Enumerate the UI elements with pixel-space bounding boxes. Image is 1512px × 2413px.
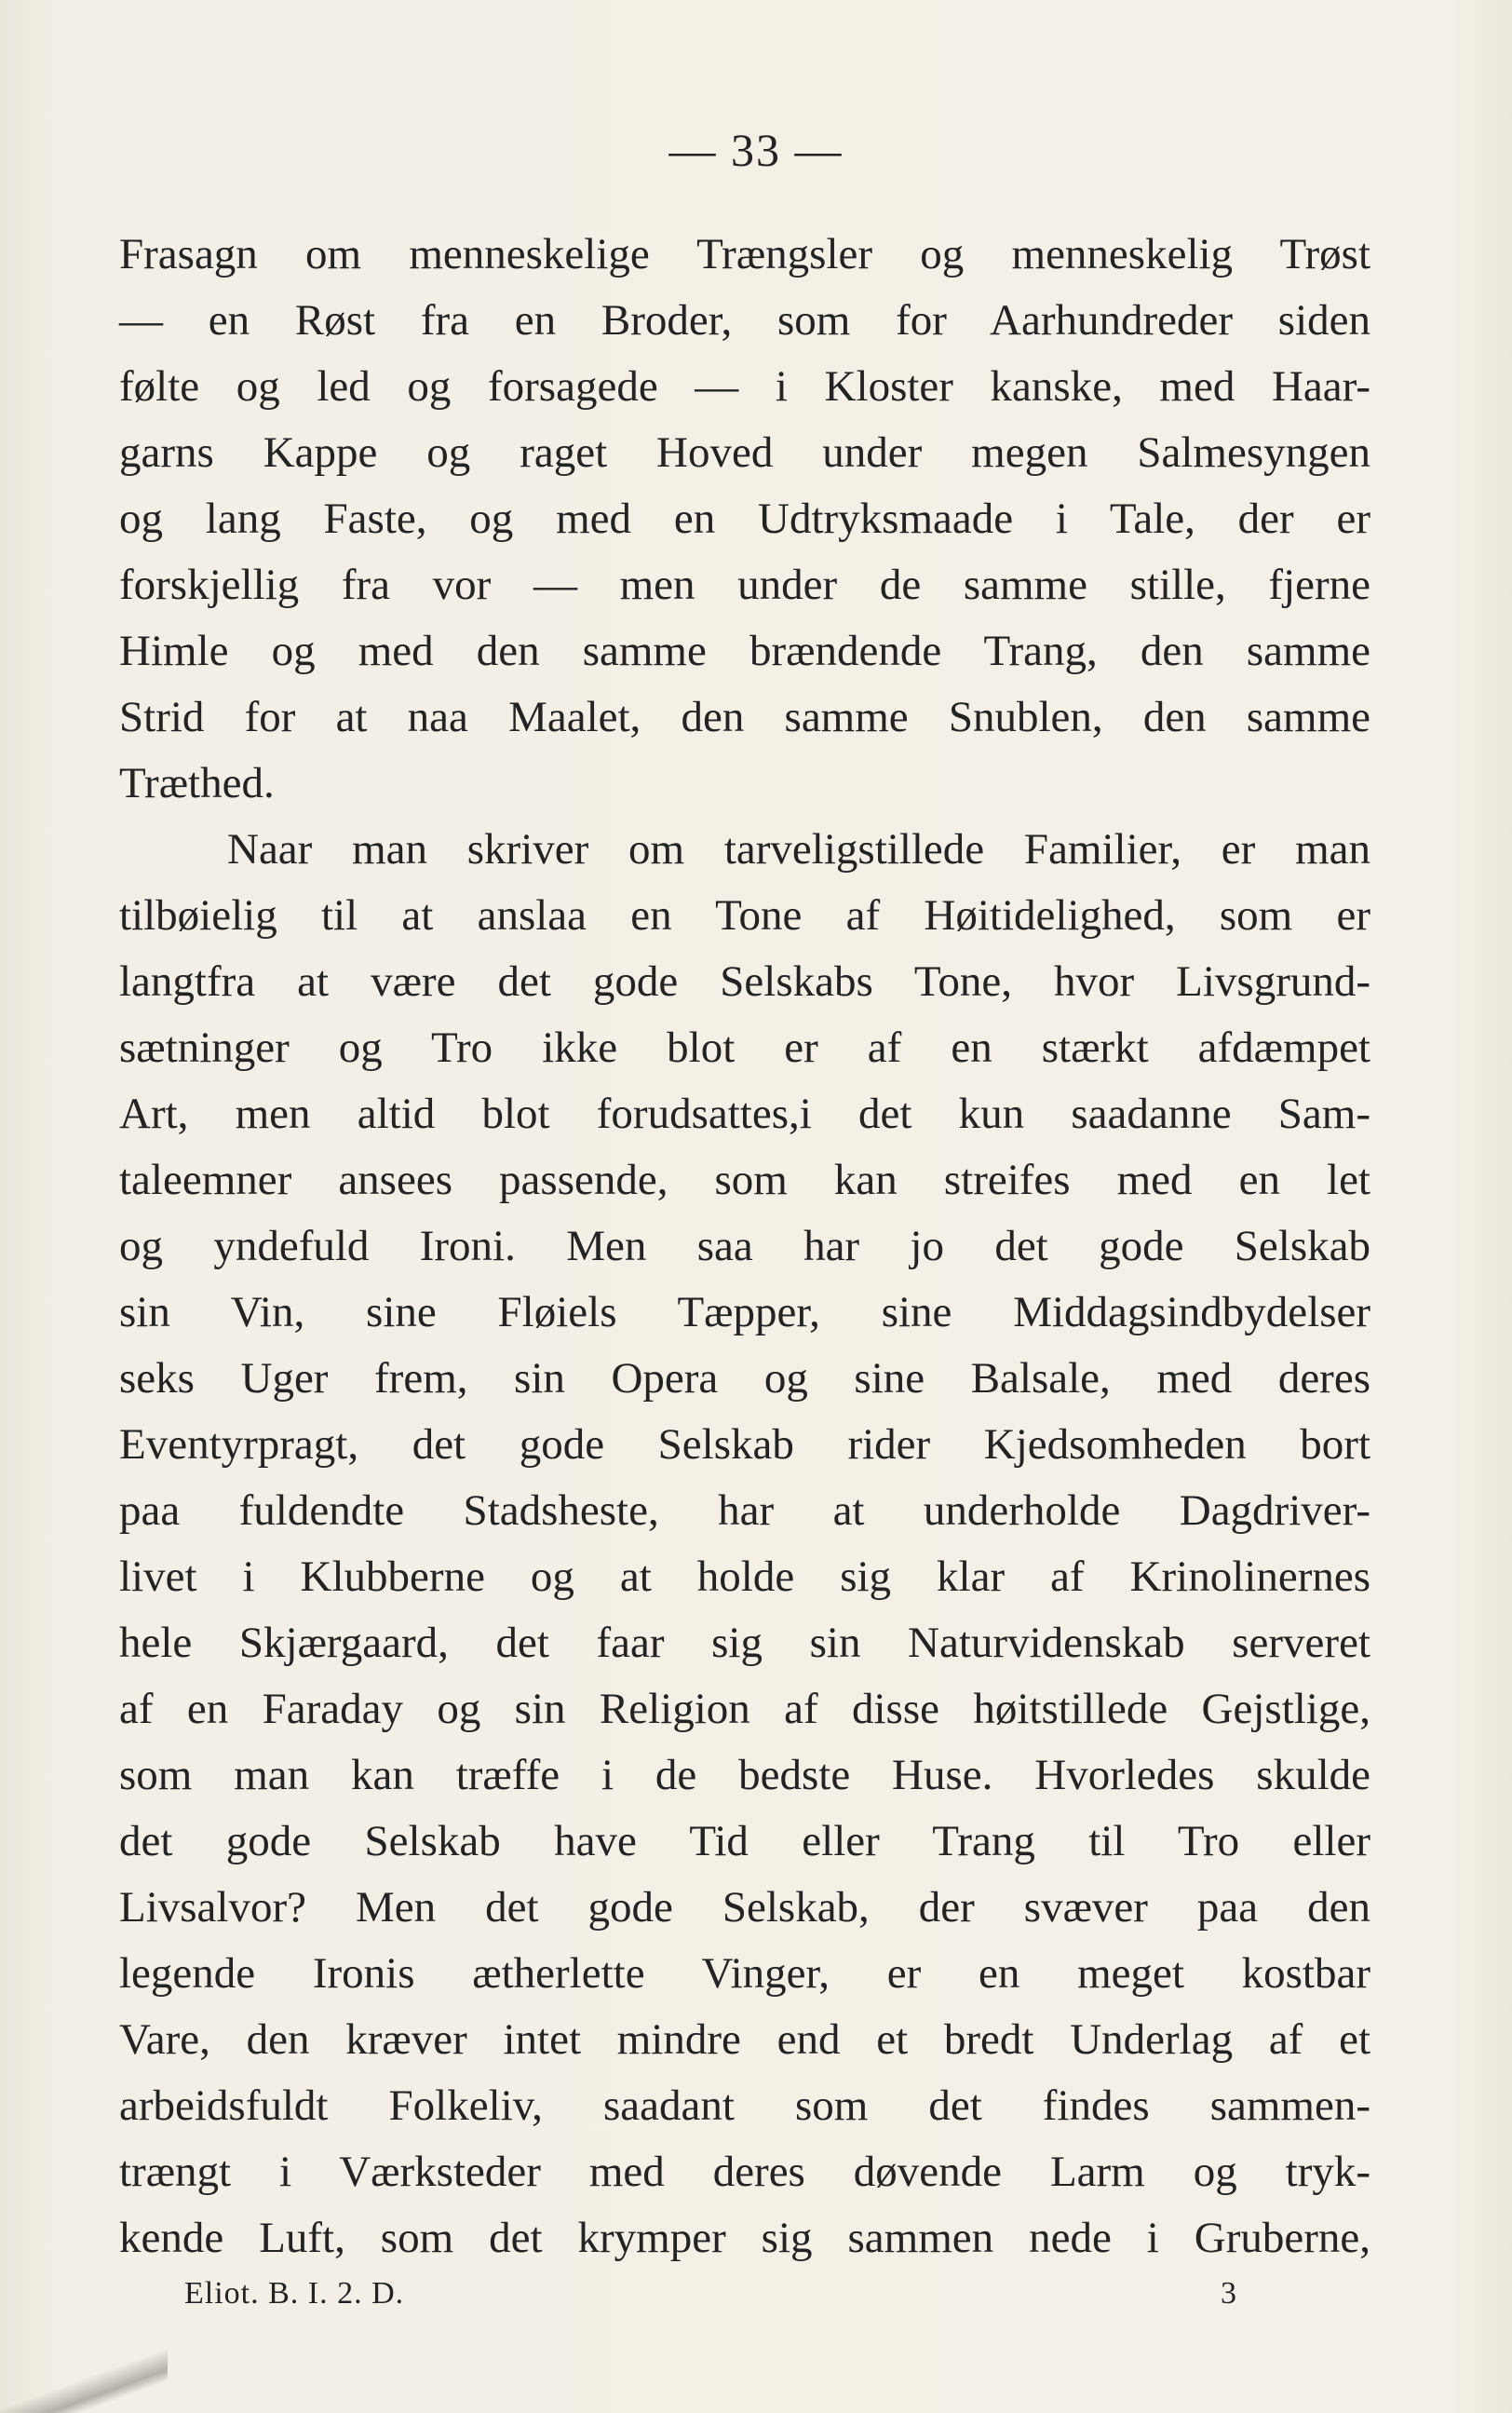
page-number: — 33 — <box>668 124 844 176</box>
text-line: følte og led og forsagede — i Kloster kanske, med Haar- <box>119 362 1370 411</box>
text-line: sin Vin, sine Fløiels Tæpper, sine Middagsindbydelser <box>119 1288 1370 1336</box>
text-line: Himle og med den samme brændende Trang, den samme <box>119 627 1370 675</box>
text-line: af en Faraday og sin Religion af disse høitstillede Gejstlige, <box>119 1685 1370 1733</box>
text-line: Livsalvor? Men det gode Selskab, der svæver paa den <box>119 1883 1370 1932</box>
paragraph-first-line: Naar man skriver om tarveligstillede Familier, er man <box>227 825 1370 874</box>
text-line: — en Røst fra en Broder, som for Aarhundreder siden <box>119 296 1370 345</box>
page-footer <box>184 2276 1236 2323</box>
text-line: Eventyrpragt, det gode Selskab rider Kjedsomheden bort <box>119 1420 1370 1469</box>
text-line: forskjellig fra vor — men under de samme stille, fjerne <box>119 561 1370 609</box>
body-text <box>119 222 1370 2271</box>
text-line: seks Uger frem, sin Opera og sine Balsale, med deres <box>119 1354 1370 1403</box>
text-line: som man kan træffe i de bedste Huse. Hvorledes skulde <box>119 1751 1370 1799</box>
text-line: garns Kappe og raget Hoved under megen Salmesyngen <box>119 428 1370 477</box>
text-line: livet i Klubberne og at holde sig klar af Krinolinernes <box>119 1552 1370 1601</box>
text-line: Strid for at naa Maalet, den samme Snublen, den samme <box>119 693 1370 741</box>
text-line: sætninger og Tro ikke blot er af en stærkt afdæmpet <box>119 1023 1370 1072</box>
text-line: og yndefuld Ironi. Men saa har jo det gode Selskab <box>119 1222 1370 1270</box>
text-line: trængt i Værksteder med deres døvende Larm og tryk- <box>119 2148 1370 2196</box>
text-line: Frasagn om menneskelige Trængsler og menneskelig Trøst <box>119 230 1370 278</box>
text-line: langtfra at være det gode Selskabs Tone, hvor Livsgrund- <box>119 957 1370 1006</box>
page-edge-shadow <box>0 2329 168 2413</box>
text-line: tilbøielig til at anslaa en Tone af Høitidelighed, som er <box>119 891 1370 940</box>
paragraph-end-line: Træthed. <box>119 759 275 807</box>
text-line: hele Skjærgaard, det faar sig sin Naturvidenskab serveret <box>119 1619 1370 1667</box>
printer-signature: Eliot. B. I. 2. D. <box>184 2276 405 2311</box>
text-line: og lang Faste, og med en Udtryksmaade i Tale, der er <box>119 495 1370 543</box>
text-line: kende Luft, som det krymper sig sammen nede i Gruberne, <box>119 2214 1370 2262</box>
text-line: Vare, den kræver intet mindre end et bredt Underlag af et <box>119 2015 1370 2064</box>
text-line: taleemner ansees passende, som kan streifes med en let <box>119 1156 1370 1204</box>
text-line: Art, men altid blot forudsattes,i det kun saadanne Sam- <box>119 1090 1370 1138</box>
text-line: paa fuldendte Stadsheste, har at underholde Dagdriver- <box>119 1486 1370 1535</box>
text-line: det gode Selskab have Tid eller Trang til Tro eller <box>119 1817 1370 1865</box>
sheet-number: 3 <box>1221 2276 1236 2311</box>
text-line: arbeidsfuldt Folkeliv, saadant som det findes sammen- <box>119 2081 1370 2130</box>
text-line: legende Ironis ætherlette Vinger, er en meget kostbar <box>119 1949 1370 1998</box>
